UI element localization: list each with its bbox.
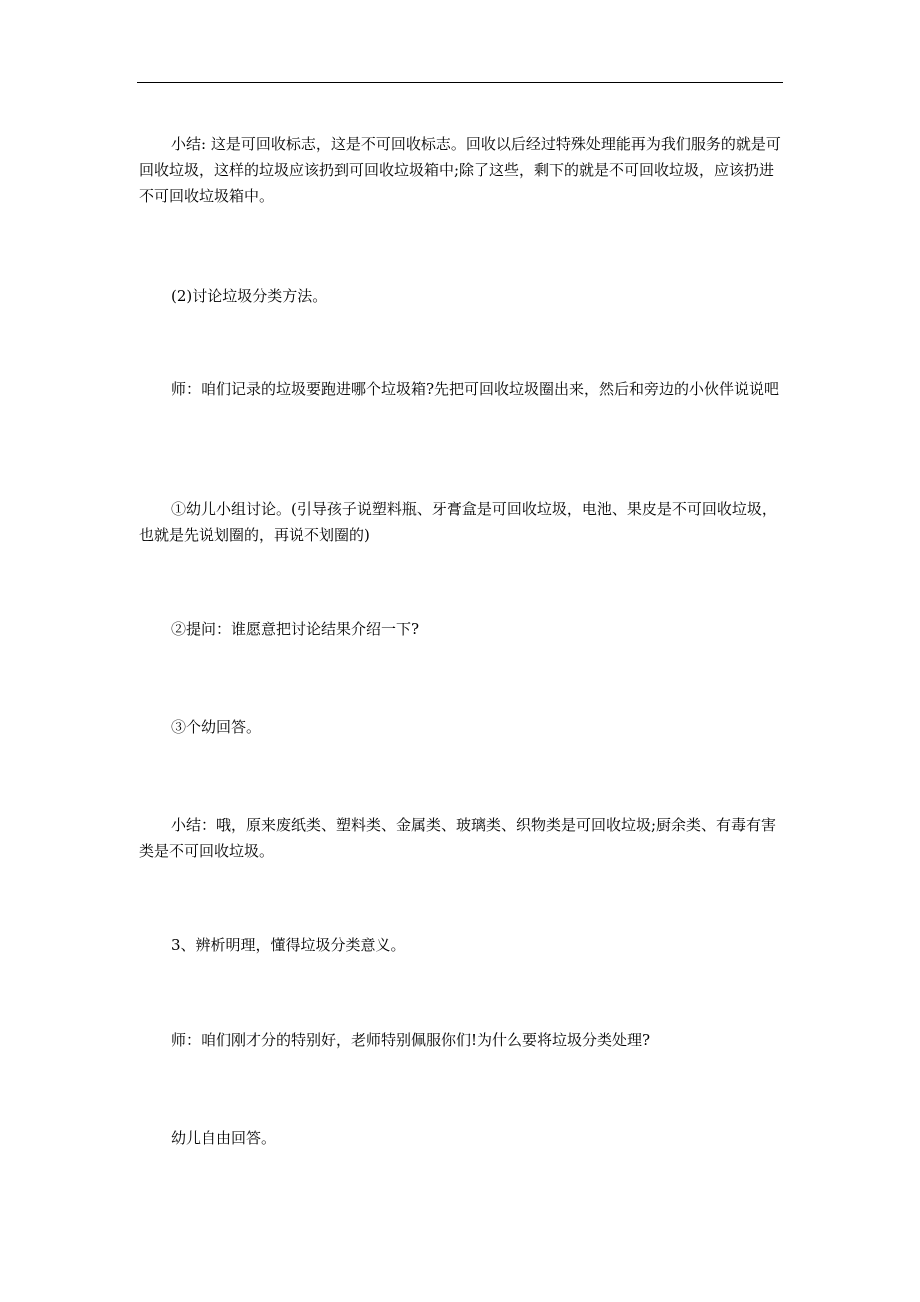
section-discuss-method: (2)讨论垃圾分类方法。 [171, 287, 328, 305]
section-meaning: 3、辨析明理，懂得垃圾分类意义。 [171, 936, 406, 954]
header-rule [137, 82, 783, 83]
children-free-answer: 幼儿自由回答。 [171, 1129, 277, 1147]
summary-categories: 小结：哦，原来废纸类、塑料类、金属类、玻璃类、织物类是可回收垃圾;厨余类、有毒有害类是不可回收垃圾。 [139, 816, 777, 860]
summary-recycle-symbol: 小结: 这是可回收标志，这是不可回收标志。回收以后经过特殊处理能再为我们服务的就是可回收垃圾，这样的垃圾应该扔到可回收垃圾箱中;除了这些，剩下的就是不可回收垃圾，应该扔进不可回收垃圾箱中。 [139, 135, 781, 205]
step-group-discussion: ①幼儿小组讨论。(引导孩子说塑料瓶、牙膏盒是可回收垃圾，电池、果皮是不可回收垃圾，也就是先说划圈的，再说不划圈的) [139, 500, 777, 544]
step-individual-answer: ③个幼回答。 [171, 718, 262, 736]
teacher-question-why: 师：咱们刚才分的特别好，老师特别佩服你们!为什么要将垃圾分类处理? [171, 1031, 651, 1049]
step-question: ②提问：谁愿意把讨论结果介绍一下? [171, 620, 420, 638]
teacher-prompt-circle: 师：咱们记录的垃圾要跑进哪个垃圾箱?先把可回收垃圾圈出来，然后和旁边的小伙伴说说吧 [171, 380, 780, 398]
